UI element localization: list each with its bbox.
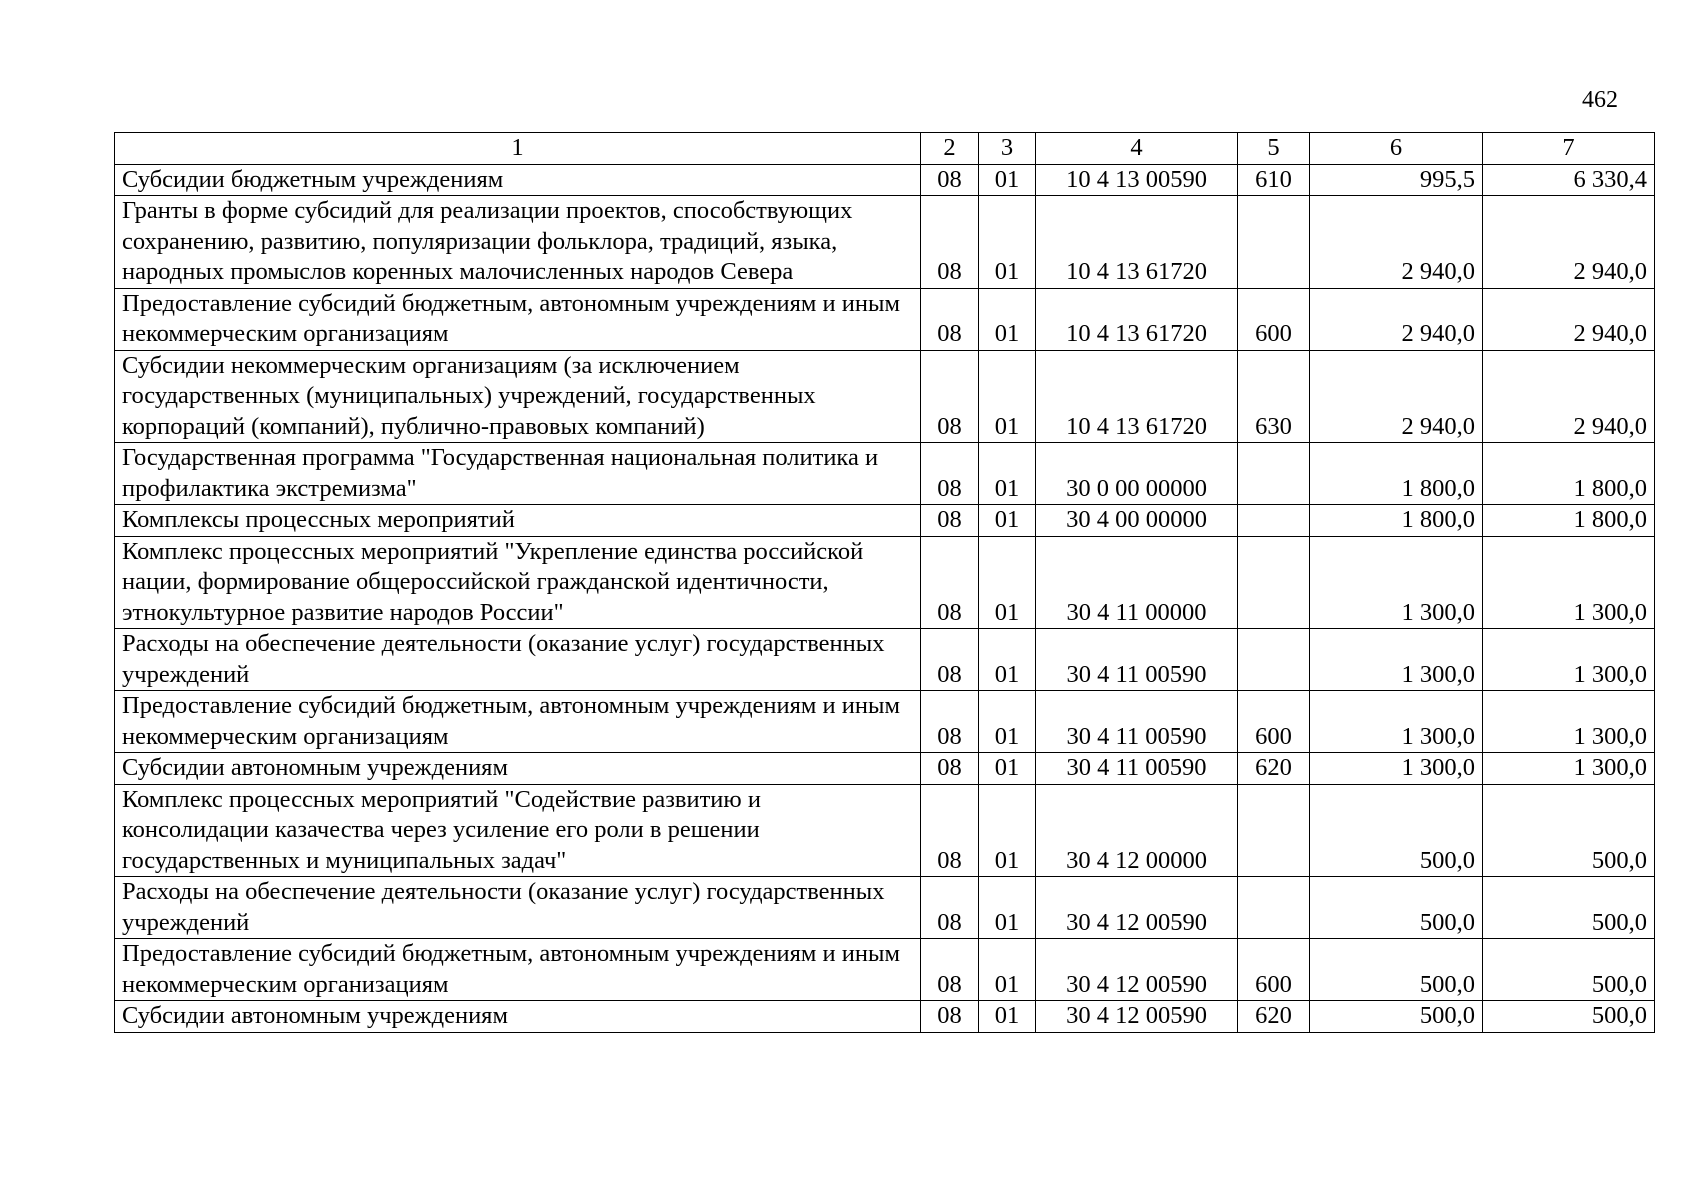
row-value-col6: 500,0	[1310, 939, 1483, 1001]
table-row	[115, 350, 1655, 443]
row-expense-type	[1238, 784, 1310, 877]
table-row	[115, 1001, 1655, 1033]
row-expense-type	[1238, 629, 1310, 691]
row-expense-type: 600	[1238, 691, 1310, 753]
row-name: Субсидии бюджетным учреждениям	[115, 164, 921, 196]
row-name: Субсидии автономным учреждениям	[115, 1001, 921, 1033]
row-code: 30 4 11 00590	[1036, 753, 1238, 785]
row-value-col6: 1 800,0	[1310, 505, 1483, 537]
row-value-col6: 500,0	[1310, 784, 1483, 877]
row-subsection: 01	[979, 629, 1036, 691]
row-code: 10 4 13 61720	[1036, 350, 1238, 443]
table-row	[115, 288, 1655, 350]
row-subsection: 01	[979, 288, 1036, 350]
table-row	[115, 164, 1655, 196]
row-name: Расходы на обеспечение деятельности (оказание услуг) государственных учреждений	[115, 629, 921, 691]
row-expense-type	[1238, 536, 1310, 629]
row-value-col6: 2 940,0	[1310, 350, 1483, 443]
row-code: 30 4 12 00590	[1036, 939, 1238, 1001]
row-subsection: 01	[979, 877, 1036, 939]
row-value-col7: 1 300,0	[1483, 691, 1655, 753]
row-expense-type	[1238, 196, 1310, 289]
row-code: 30 4 11 00000	[1036, 536, 1238, 629]
row-section: 08	[921, 164, 979, 196]
column-header-2: 2	[921, 133, 979, 165]
row-section: 08	[921, 753, 979, 785]
row-expense-type: 600	[1238, 288, 1310, 350]
row-value-col6: 995,5	[1310, 164, 1483, 196]
row-code: 30 0 00 00000	[1036, 443, 1238, 505]
row-code: 30 4 12 00590	[1036, 877, 1238, 939]
row-section: 08	[921, 505, 979, 537]
row-name: Комплексы процессных мероприятий	[115, 505, 921, 537]
column-header-3: 3	[979, 133, 1036, 165]
row-value-col6: 1 300,0	[1310, 629, 1483, 691]
row-expense-type: 610	[1238, 164, 1310, 196]
row-code: 30 4 11 00590	[1036, 629, 1238, 691]
row-value-col7: 1 300,0	[1483, 629, 1655, 691]
row-subsection: 01	[979, 164, 1036, 196]
table-row	[115, 939, 1655, 1001]
row-subsection: 01	[979, 443, 1036, 505]
column-header-4: 4	[1036, 133, 1238, 165]
row-code: 30 4 11 00590	[1036, 691, 1238, 753]
row-section: 08	[921, 288, 979, 350]
row-value-col7: 500,0	[1483, 784, 1655, 877]
table-row	[115, 691, 1655, 753]
row-name: Расходы на обеспечение деятельности (оказание услуг) государственных учреждений	[115, 877, 921, 939]
row-value-col6: 500,0	[1310, 877, 1483, 939]
table-row	[115, 629, 1655, 691]
row-name: Комплекс процессных мероприятий "Укрепление единства российской нации, формирование общероссийской гражданской идентичности, этнокультурное развитие народов России"	[115, 536, 921, 629]
row-code: 10 4 13 61720	[1036, 288, 1238, 350]
row-value-col6: 500,0	[1310, 1001, 1483, 1033]
row-subsection: 01	[979, 536, 1036, 629]
row-value-col7: 2 940,0	[1483, 350, 1655, 443]
row-expense-type: 600	[1238, 939, 1310, 1001]
row-value-col7: 1 300,0	[1483, 753, 1655, 785]
row-section: 08	[921, 536, 979, 629]
column-header-5: 5	[1238, 133, 1310, 165]
row-section: 08	[921, 196, 979, 289]
row-expense-type: 620	[1238, 753, 1310, 785]
row-section: 08	[921, 1001, 979, 1033]
row-value-col6: 1 300,0	[1310, 753, 1483, 785]
page-number: 462	[1582, 87, 1618, 113]
row-name: Государственная программа "Государственная национальная политика и профилактика экстремизма"	[115, 443, 921, 505]
row-section: 08	[921, 629, 979, 691]
row-subsection: 01	[979, 350, 1036, 443]
row-value-col6: 1 300,0	[1310, 536, 1483, 629]
row-name: Предоставление субсидий бюджетным, автономным учреждениям и иным некоммерческим организациям	[115, 939, 921, 1001]
row-value-col7: 1 300,0	[1483, 536, 1655, 629]
row-subsection: 01	[979, 939, 1036, 1001]
row-subsection: 01	[979, 691, 1036, 753]
row-value-col6: 1 800,0	[1310, 443, 1483, 505]
row-section: 08	[921, 350, 979, 443]
header-row	[115, 133, 1655, 165]
row-name: Комплекс процессных мероприятий "Содействие развитию и консолидации казачества через усиление его роли в решении государственных и муниципальных задач"	[115, 784, 921, 877]
row-subsection: 01	[979, 753, 1036, 785]
row-section: 08	[921, 877, 979, 939]
table-row	[115, 536, 1655, 629]
budget-table	[114, 132, 1655, 1033]
table-row	[115, 443, 1655, 505]
row-subsection: 01	[979, 505, 1036, 537]
row-name: Субсидии некоммерческим организациям (за исключением государственных (муниципальных) учреждений, государственных корпораций (компаний), публично-правовых компаний)	[115, 350, 921, 443]
row-expense-type	[1238, 443, 1310, 505]
table-body	[115, 164, 1655, 1032]
table-row	[115, 753, 1655, 785]
row-expense-type	[1238, 505, 1310, 537]
row-name: Предоставление субсидий бюджетным, автономным учреждениям и иным некоммерческим организациям	[115, 288, 921, 350]
column-header-6: 6	[1310, 133, 1483, 165]
table-row	[115, 505, 1655, 537]
row-section: 08	[921, 939, 979, 1001]
row-value-col7: 2 940,0	[1483, 288, 1655, 350]
row-name: Субсидии автономным учреждениям	[115, 753, 921, 785]
column-header-1: 1	[115, 133, 921, 165]
row-code: 30 4 12 00000	[1036, 784, 1238, 877]
row-value-col7: 1 800,0	[1483, 443, 1655, 505]
table-row	[115, 877, 1655, 939]
row-section: 08	[921, 443, 979, 505]
row-value-col7: 2 940,0	[1483, 196, 1655, 289]
row-expense-type: 620	[1238, 1001, 1310, 1033]
row-expense-type: 630	[1238, 350, 1310, 443]
row-code: 10 4 13 61720	[1036, 196, 1238, 289]
row-expense-type	[1238, 877, 1310, 939]
row-value-col7: 500,0	[1483, 877, 1655, 939]
row-value-col7: 500,0	[1483, 1001, 1655, 1033]
table-header	[115, 133, 1655, 165]
row-subsection: 01	[979, 1001, 1036, 1033]
table-row	[115, 196, 1655, 289]
row-subsection: 01	[979, 784, 1036, 877]
row-subsection: 01	[979, 196, 1036, 289]
row-value-col6: 2 940,0	[1310, 196, 1483, 289]
column-header-7: 7	[1483, 133, 1655, 165]
row-section: 08	[921, 784, 979, 877]
row-code: 30 4 12 00590	[1036, 1001, 1238, 1033]
table-row	[115, 784, 1655, 877]
row-value-col6: 2 940,0	[1310, 288, 1483, 350]
row-name: Предоставление субсидий бюджетным, автономным учреждениям и иным некоммерческим организациям	[115, 691, 921, 753]
row-code: 10 4 13 00590	[1036, 164, 1238, 196]
row-code: 30 4 00 00000	[1036, 505, 1238, 537]
row-section: 08	[921, 691, 979, 753]
row-value-col7: 1 800,0	[1483, 505, 1655, 537]
row-value-col7: 6 330,4	[1483, 164, 1655, 196]
row-value-col6: 1 300,0	[1310, 691, 1483, 753]
row-value-col7: 500,0	[1483, 939, 1655, 1001]
row-name: Гранты в форме субсидий для реализации проектов, способствующих сохранению, развитию, популяризации фольклора, традиций, языка, народных промыслов коренных малочисленных народов Севера	[115, 196, 921, 289]
